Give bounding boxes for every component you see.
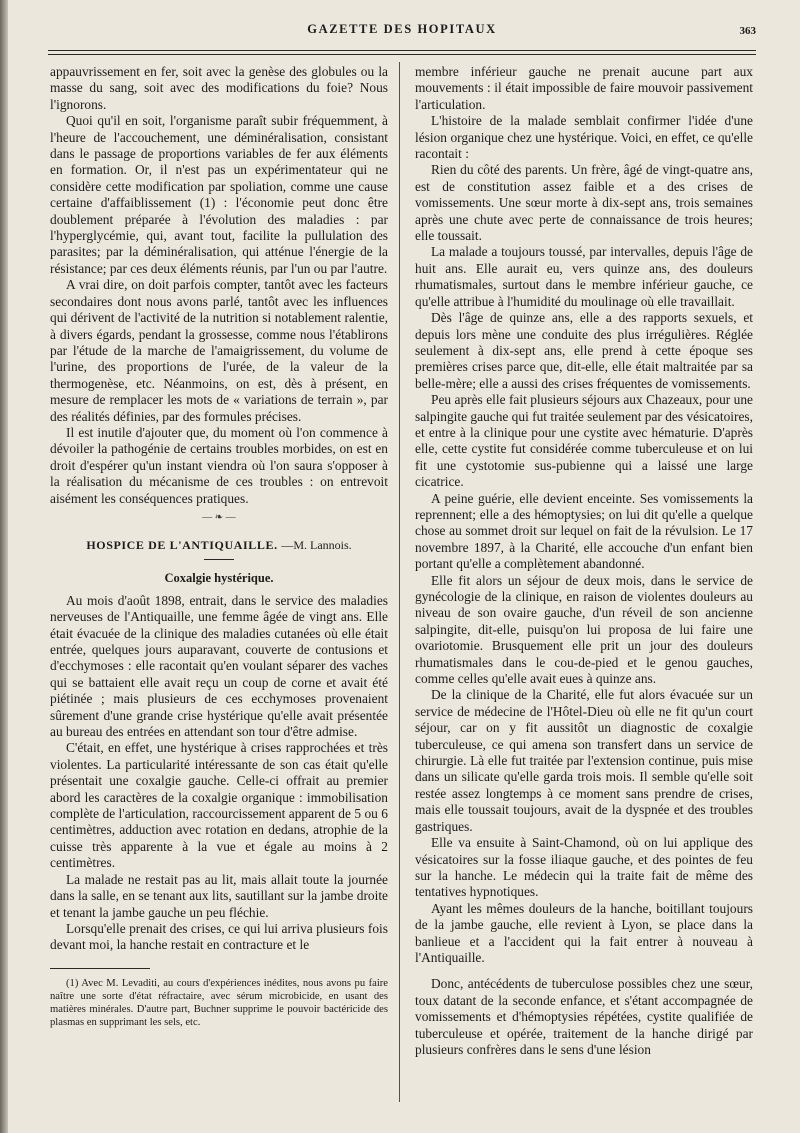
page-binding-edge [0, 0, 8, 1133]
paragraph: Ayant les mêmes douleurs de la hanche, boitillant toujours de la jambe gauche, elle revient à Lyon, se place dans la banlieue et a l'accident qui la fait entrer à nouveau à l'Antiquaille. [415, 900, 753, 965]
paragraph: Elle fit alors un séjour de deux mois, dans le service de gynécologie de la clinique, en raison de violentes douleurs au niveau de son ovaire gauche, d'un réveil de son ancienne salpingite, dit-elle, puisqu'on lui proposa de lui faire une ovariotomie. Brusquement elle prit un jour des douleurs rhumatismales dans le cou-de-pied et le genou gauches, comme celles qu'elle avait eues à quinze ans. [415, 572, 753, 687]
section-author: —M. Lannois. [281, 537, 352, 552]
running-title: GAZETTE DES HOPITAUX [307, 22, 497, 36]
paragraph: C'était, en effet, une hystérique à crises rapprochées et très violentes. La particularité intéressante de son cas était qu'elle présentait une coxalgie gauche. Celle-ci offrait au premier abord les caractères de la coxalgie organique : immobilisation complète de l'articulation, raccourcissement apparent de 5 ou 6 centimètres, adduction avec rotation en dedans, atrophie de la cuisse très apparente à la vue et égale au moins à 2 centimètres. [50, 740, 388, 871]
paragraph: Quoi qu'il en soit, l'organisme paraît subir fréquemment, à l'heure de l'accouchement, une déminéralisation, consistant dans le passage de proportions variables de fer aux éléments en formation. Or, il n'est pas un expérimentateur qui ne considère cette modification par spoliation, comme une cause certaine d'affaiblissement (1) : l'économie peut donc être doublement préparée à l'évolution des maladies : par l'hyperglycémie, qui, avant tout, facilite la pullulation des parasites; par la déminéralisation, qui atténue l'énergie de la résistance; par ces deux éléments réunis, par l'un ou par l'autre. [50, 113, 388, 276]
column-divider [399, 62, 400, 1102]
right-column [415, 64, 753, 1058]
paragraph: Au mois d'août 1898, entrait, dans le service des maladies nerveuses de l'Antiquaille, une femme âgée de vingt ans. Elle était évacuée de la clinique des maladies cutanées où elle était entrée, quelques jours auparavant, couverte de contusions et d'ecchymoses : elle racontait qu'en voulant séparer des vaches qui se battaient elle avait reçu un coup de corne et avait été piétinée ; mais plusieurs de ces ecchymoses provenaient sûrement d'une grande crise hystérique qu'elle avait présentée au bureau des entrées en attendant son tour d'être admise. [50, 592, 388, 740]
paragraph: De la clinique de la Charité, elle fut alors évacuée sur un service de médecine de l'Hôtel-Dieu où elle ne fit qu'un court séjour, car on y fit aussitôt un diagnostic de coxalgie tuberculeuse, ce qui amena son transfert dans un service de chirurgie. Là elle fut traitée par l'extension continue, puis mise dans un silicate qu'elle garda trois mois. Il semble qu'elle soit restée assez longtemps à ce moment sans prendre de crises, mais elle toussait toujours, avait de la dyspnée et des troubles gastriques. [415, 687, 753, 834]
left-column [50, 64, 388, 1029]
section-heading [50, 537, 388, 553]
paragraph: La malade a toujours toussé, par intervalles, depuis l'âge de huit ans. Elle aurait eu, vers quinze ans, des douleurs rhumatismales, surtout dans le membre inférieur gauche, ce qu'elle attribue à l'humidité du moulinage où elle travaillait. [415, 244, 753, 309]
paragraph: Elle va ensuite à Saint-Chamond, où on lui applique des vésicatoires sur la fosse iliaque gauche, et des pointes de feu sur la hanche. Le médecin qui la traite fait de même des tentatives hypnotiques. [415, 835, 753, 900]
paragraph: L'histoire de la malade semblait confirmer l'idée d'une lésion organique chez une hystérique. Voici, en effet, ce qu'elle racontait : [415, 113, 753, 162]
footnote-rule [50, 968, 150, 969]
paragraph: membre inférieur gauche ne prenait aucune part aux mouvements : il était impossible de faire mouvoir passivement l'articulation. [415, 64, 753, 112]
page-number: 363 [739, 25, 756, 37]
footnote: (1) Avec M. Levaditi, au cours d'expériences inédites, nous avons pu faire naître une sorte d'état réfractaire, avec sérum microbicide, en usant des matières minérales. D'autre part, Buchner supprime le pouvoir bactéricide des plasmas en supprimant les sels, etc. [50, 977, 388, 1028]
paragraph: Rien du côté des parents. Un frère, âgé de vingt-quatre ans, est de constitution assez faible et a des crises de vomissements. Une sœur morte à dix-sept ans, trois semaines après une chute avec perte de connaissance de trois heures; elle toussait. [415, 162, 753, 244]
paragraph: appauvrissement en fer, soit avec la genèse des globules ou la masse du sang, soit avec des modifications du foie? Nous l'ignorons. [50, 64, 388, 112]
paragraph: La malade ne restait pas au lit, mais allait toute la journée dans la salle, en se tenant aux lits, sautillant sur la jambe droite et tenant la jambe gauche un peu fléchie. [50, 871, 388, 920]
section-title: HOSPICE DE L'ANTIQUAILLE. [86, 537, 278, 552]
paragraph: Lorsqu'elle prenait des crises, ce qui lui arriva plusieurs fois devant moi, la hanche restait en contracture et le [50, 920, 388, 953]
page-header [48, 22, 756, 44]
paragraph: Il est inutile d'ajouter que, du moment où l'on commence à dévoiler la pathogénie de certains troubles morbides, on est en droit d'espérer qu'un instant viendra où l'on saura s'opposer à la réalisation du mécanisme de ces troubles : on entrevoit aisément les conséquences pratiques. [50, 424, 388, 506]
paragraph: Peu après elle fait plusieurs séjours aux Chazeaux, pour une salpingite gauche qui fut traitée seulement par des vésicatoires, et entre à la clinique pour une cystite avec hématurie. D'après elle, cette cystite fut considérée comme tuberculeuse et on lui fit une cystotomie sus-pubienne qui a laissé une large cicatrice. [415, 392, 753, 490]
paragraph: A peine guérie, elle devient enceinte. Ses vomissements la reprennent; elle a des hémoptysies; on lui dit qu'elle a quelque chose au sommet droit sur lequel on fait de la révulsion. Le 17 novembre 1897, à la Charité, elle accouche d'un enfant bien portant qu'elle a complètement abandonné. [415, 490, 753, 572]
paragraph-gap [415, 966, 753, 976]
paragraph: A vrai dire, on doit parfois compter, tantôt avec les facteurs secondaires dont nous avons parlé, tantôt avec les influences qui dérivent de l'activité de la nutrition si notablement ralentie, à divers égards, pendant la grossesse, comme nous l'établirons par l'étude de la marche de l'amaigrissement, du volume de l'urine, des proportions de l'urée, de la valeur de la thermogenèse, etc. Néanmoins, on est, dès à présent, en mesure de remplacer les mots de « variations de terrain », par des réalités définies, par des formules précises. [50, 277, 388, 424]
article-subtitle: Coxalgie hystérique. [164, 571, 274, 586]
section-divider-ornament: — ❧ — [202, 511, 236, 523]
paragraph: Dès l'âge de quinze ans, elle a des rapports sexuels, et depuis lors mène une conduite des plus irrégulières. Réglée seulement à dix-sept ans, elle prend à cette époque ses premières crises parce que, dit-elle, elle était maltraitée par sa belle-mère; elle a aussi des crises fréquentes de vomissements. [415, 310, 753, 391]
paragraph: Donc, antécédents de tuberculose possibles chez une sœur, toux datant de la seconde enfance, et s'étant accompagnée de vomissements et d'hémoptysies répétées, cystite qualifiée de tuberculeuse et opérée, traitement de la hanche dirigé par plusieurs confrères dans le sens d'une lésion [415, 976, 753, 1057]
heading-rule [204, 559, 234, 560]
header-double-rule [48, 50, 756, 55]
